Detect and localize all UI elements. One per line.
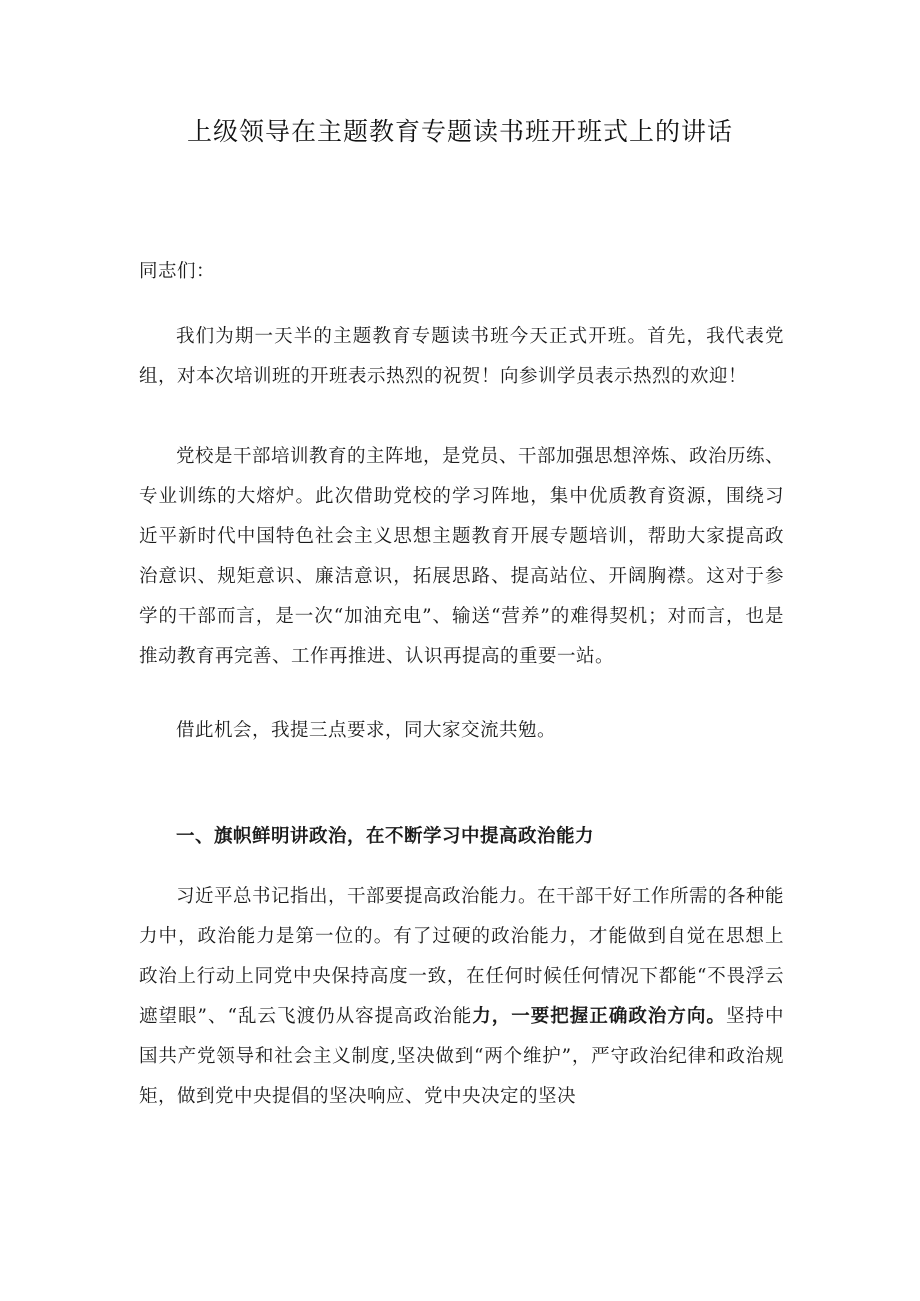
salutation: 同志们：: [139, 261, 216, 282]
paragraph-opening: 我们为期一天半的主题教育专题读书班今天正式开班。首先，我代表党组，对本次培训班的开班表示热烈的祝贺！向参训学员表示热烈的欢迎！: [139, 326, 784, 387]
paragraph-political-ability-start: 习近平总书记指出，干部要提高政治能力。在干部干好工作所需的各种能力中，政治能力是第一位的。有了过硬的政治能力，才能做到自觉在思想上政治上行动上同党中央保持高度一致，在任何时候任何情况下都能“不畏浮云遮望眼”、“乱云飞渡仍从容提高政治能: [139, 886, 785, 1027]
paragraph-party-school: 党校是干部培训教育的主阵地，是党员、干部加强思想淬炼、政治历练、专业训练的大熔炉。此次借助党校的学习阵地，集中优质教育资源，围绕习近平新时代中国特色社会主义思想主题教育开展专题培训，帮助大家提高政治意识、规矩意识、廉洁意识，拓展思路、提高站位、开阔胸襟。这对于参学的干部而言，是一次“加油充电”、输送“营养”的难得契机；对而言，也是推动教育再完善、工作再推进、认识再提高的重要一站。: [139, 446, 785, 667]
paragraph-political-ability-end: 坚持中国共产党领导和社会主义制度,坚决做到“两个维护”，严守政治纪律和政治规矩，做到党中央提倡的坚决响应、党中央决定的坚决: [139, 1006, 784, 1107]
paragraph-requirements-intro: 借此机会，我提三点要求，同大家交流共勉。: [176, 720, 557, 741]
section-heading-1: 一、旗帜鲜明讲政治，在不断学习中提高政治能力: [176, 826, 595, 847]
document-title: 上级领导在主题教育专题读书班开班式上的讲话: [186, 117, 733, 146]
paragraph-political-ability: [139, 877, 784, 1117]
paragraph-political-ability-bold: 力，一要把握正确政治方向。: [472, 1006, 726, 1027]
